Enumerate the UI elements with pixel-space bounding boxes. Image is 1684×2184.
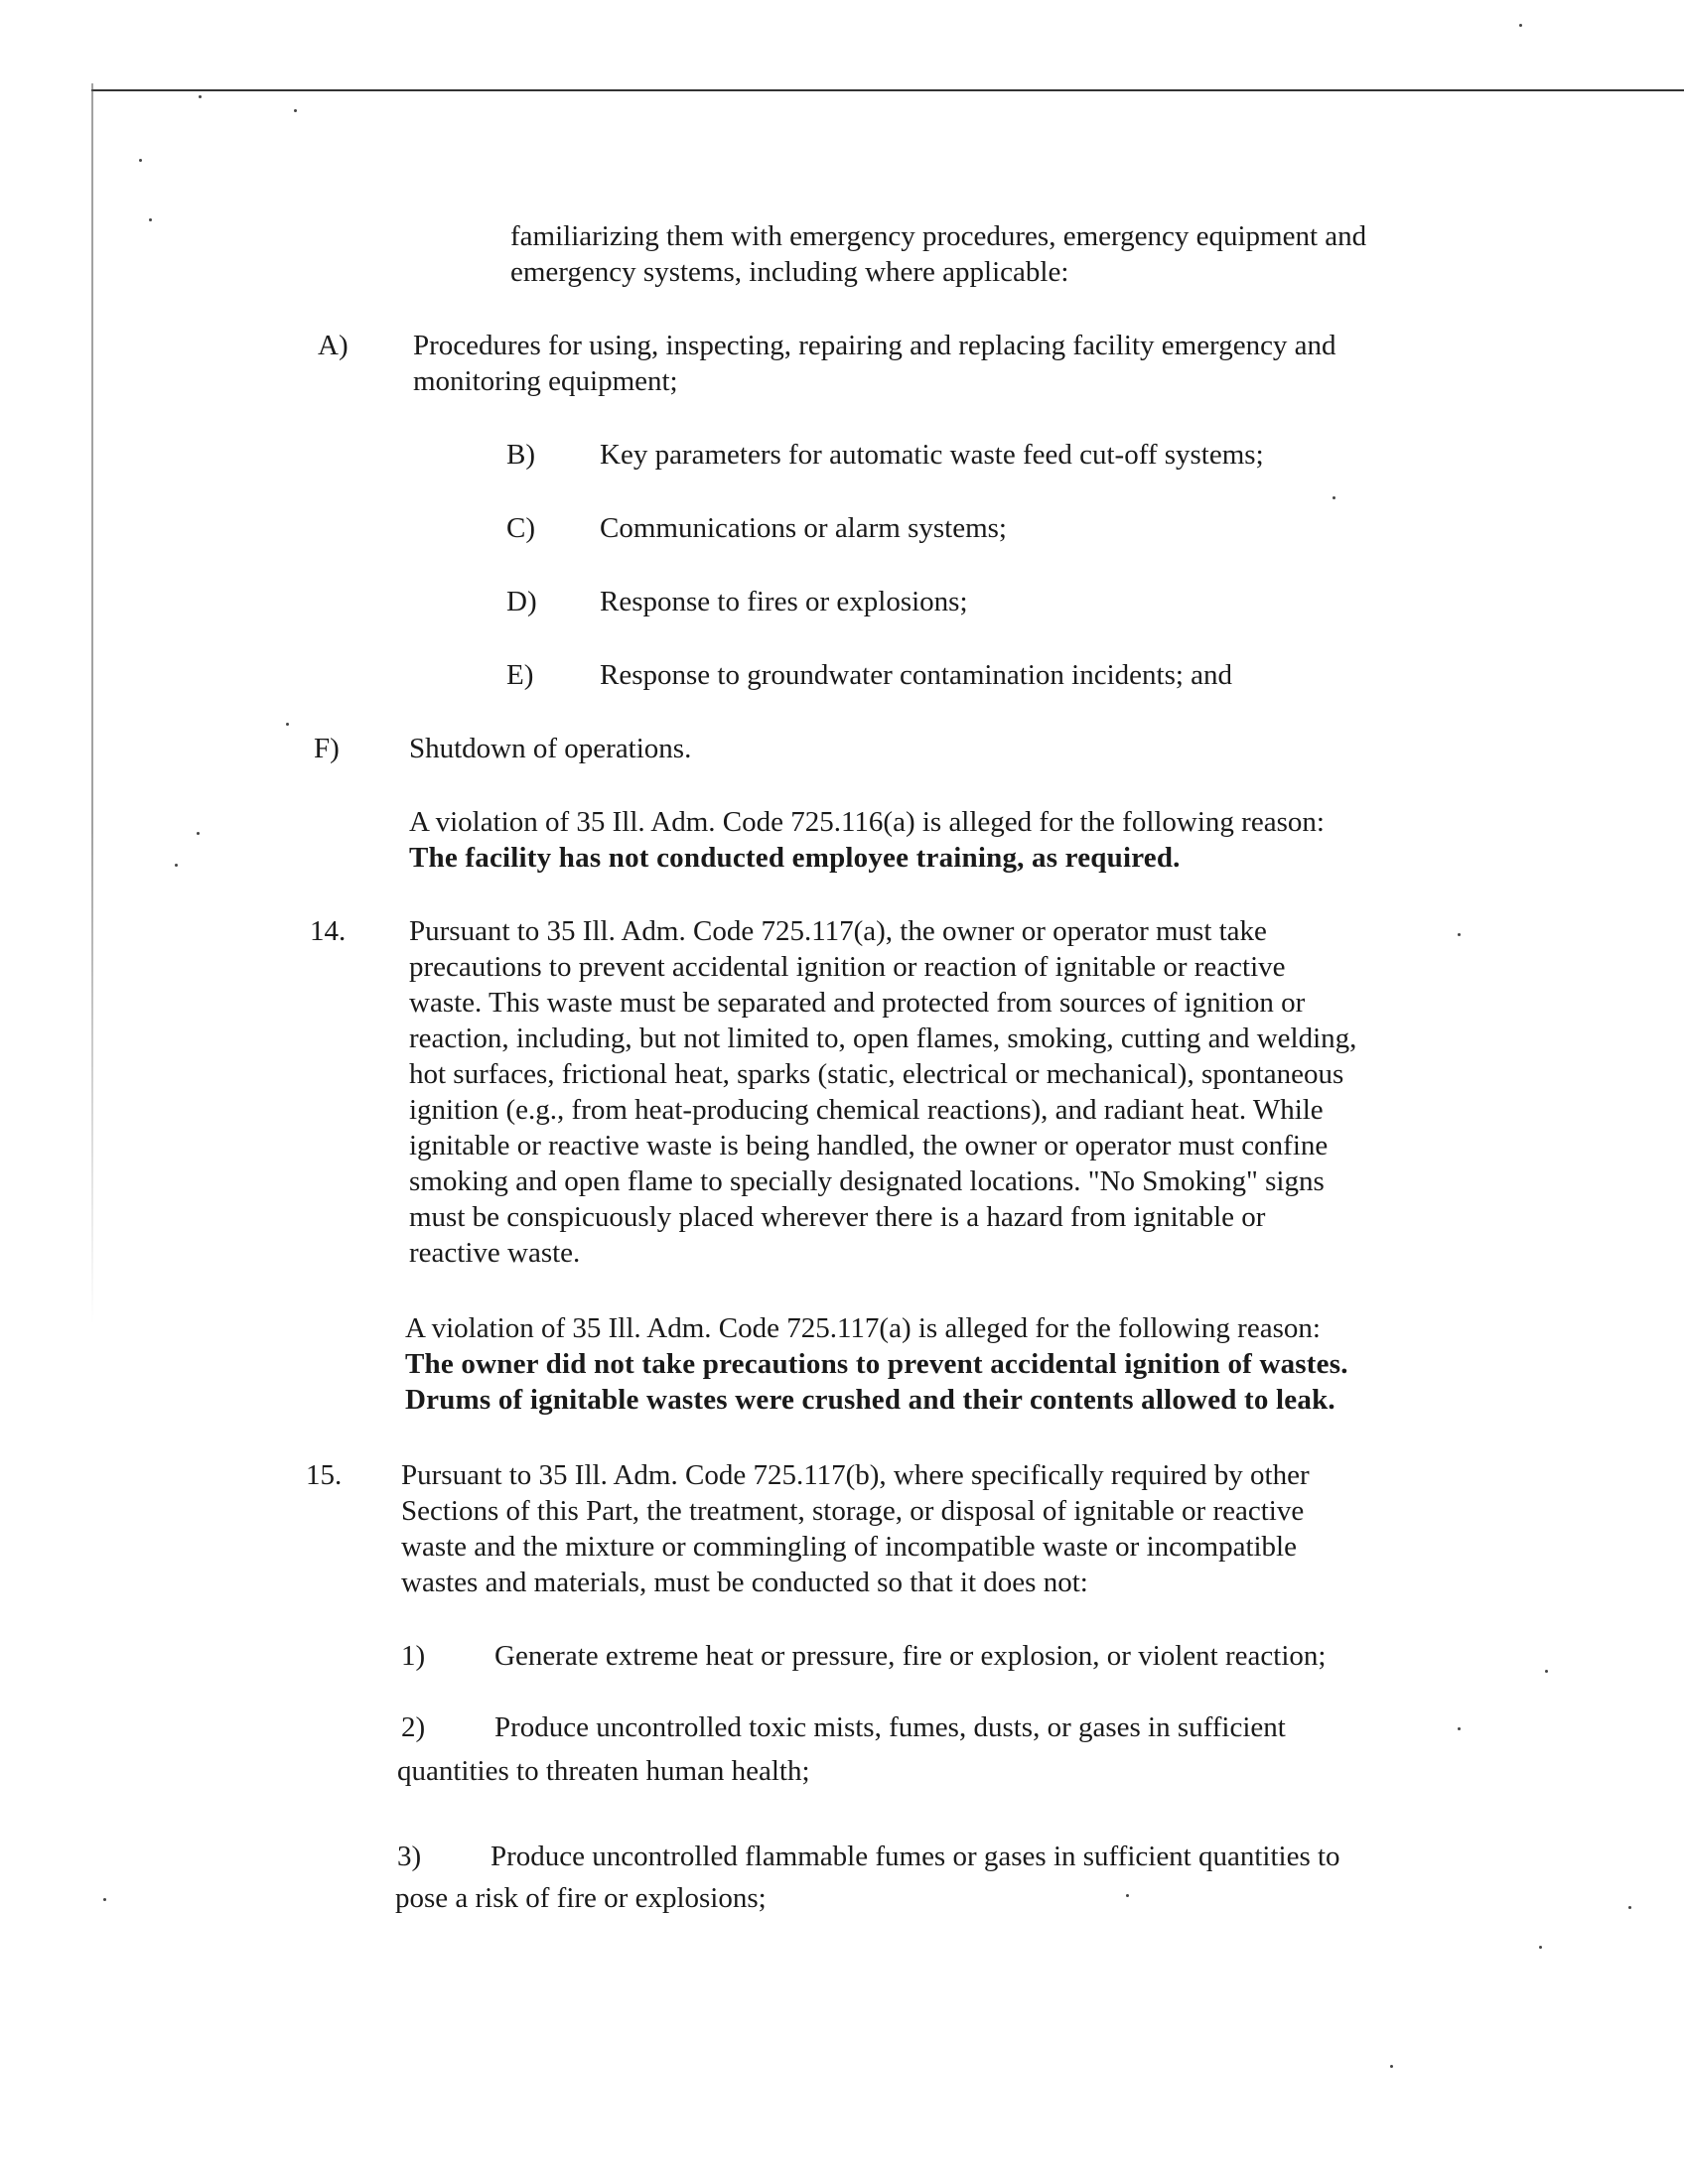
item-d-label: D): [506, 586, 537, 617]
scan-speck: [199, 95, 202, 98]
left-margin-rule: [91, 83, 93, 1324]
scan-speck: [1390, 2065, 1393, 2068]
subitem-3-line-2: pose a risk of fire or explosions;: [395, 1882, 767, 1914]
item-c-line-1: Communications or alarm systems;: [600, 512, 1007, 544]
scan-speck: [1333, 496, 1335, 499]
para-14-line-6: ignition (e.g., from heat-producing chemical reactions), and radiant heat. While: [409, 1094, 1324, 1126]
subitem-2-line-2: quantities to threaten human health;: [397, 1755, 810, 1787]
para-15-line-1: Pursuant to 35 Ill. Adm. Code 725.117(b), where specifically required by other: [401, 1459, 1310, 1491]
para-15-line-4: wastes and materials, must be conducted so that it does not:: [401, 1567, 1088, 1598]
violation-13-reason: The facility has not conducted employee training, as required.: [409, 842, 1181, 874]
item-f-label: F): [314, 733, 340, 764]
para-14-line-2: precautions to prevent accidental ignition or reaction of ignitable or reactive: [409, 951, 1286, 983]
para-14-line-8: smoking and open flame to specially designated locations. "No Smoking" signs: [409, 1165, 1325, 1197]
para-15-line-2: Sections of this Part, the treatment, storage, or disposal of ignitable or reactive: [401, 1495, 1305, 1527]
scan-speck: [1519, 24, 1522, 27]
para-15-number: 15.: [306, 1459, 343, 1491]
violation-14-reason-2: Drums of ignitable wastes were crushed and their contents allowed to leak.: [405, 1384, 1335, 1416]
intro-line-2: emergency systems, including where applicable:: [510, 256, 1069, 288]
scan-speck: [149, 218, 152, 221]
para-14-line-10: reactive waste.: [409, 1237, 581, 1269]
scan-speck: [175, 864, 178, 867]
subitem-2-label: 2): [401, 1711, 426, 1743]
item-e-line-1: Response to groundwater contamination incidents; and: [600, 659, 1233, 691]
scan-speck: [1539, 1946, 1542, 1949]
scan-speck: [1458, 1727, 1461, 1730]
para-14-line-7: ignitable or reactive waste is being handled, the owner or operator must confine: [409, 1130, 1329, 1161]
para-14-line-1: Pursuant to 35 Ill. Adm. Code 725.117(a), the owner or operator must take: [409, 915, 1267, 947]
scan-speck: [103, 1898, 106, 1901]
para-14-line-5: hot surfaces, frictional heat, sparks (static, electrical or mechanical), spontaneous: [409, 1058, 1344, 1090]
scan-speck: [1458, 933, 1461, 936]
para-15-line-3: waste and the mixture or commingling of incompatible waste or incompatible: [401, 1531, 1297, 1563]
violation-13-line-1: A violation of 35 Ill. Adm. Code 725.116(a) is alleged for the following reason:: [409, 806, 1325, 838]
top-rule: [91, 89, 1684, 91]
subitem-3-line-1: Produce uncontrolled flammable fumes or gases in sufficient quantities to: [491, 1841, 1340, 1872]
para-14-line-4: reaction, including, but not limited to, open flames, smoking, cutting and welding,: [409, 1023, 1357, 1054]
subitem-3-label: 3): [397, 1841, 422, 1872]
subitem-2-line-1: Produce uncontrolled toxic mists, fumes, dusts, or gases in sufficient: [494, 1711, 1286, 1743]
item-a-line-1: Procedures for using, inspecting, repairing and replacing facility emergency and: [413, 330, 1336, 361]
scan-speck: [1545, 1670, 1548, 1673]
intro-line-1: familiarizing them with emergency procedures, emergency equipment and: [510, 220, 1367, 252]
item-c-label: C): [506, 512, 535, 544]
scan-speck: [1628, 1906, 1631, 1909]
scan-speck: [139, 159, 142, 162]
scan-speck: [197, 832, 200, 835]
para-14-number: 14.: [310, 915, 347, 947]
scan-speck: [294, 109, 297, 112]
scan-speck: [1126, 1894, 1129, 1897]
violation-14-reason-1: The owner did not take precautions to prevent accidental ignition of wastes.: [405, 1348, 1348, 1380]
item-f-line-1: Shutdown of operations.: [409, 733, 692, 764]
para-14-line-3: waste. This waste must be separated and protected from sources of ignition or: [409, 987, 1306, 1019]
para-14-line-9: must be conspicuously placed wherever there is a hazard from ignitable or: [409, 1201, 1266, 1233]
item-e-label: E): [506, 659, 534, 691]
violation-14-line-1: A violation of 35 Ill. Adm. Code 725.117(a) is alleged for the following reason:: [405, 1312, 1321, 1344]
subitem-1-line-1: Generate extreme heat or pressure, fire or explosion, or violent reaction;: [494, 1640, 1327, 1672]
item-a-label: A): [318, 330, 349, 361]
item-d-line-1: Response to fires or explosions;: [600, 586, 968, 617]
item-a-line-2: monitoring equipment;: [413, 365, 678, 397]
item-b-label: B): [506, 439, 535, 471]
scan-speck: [286, 723, 289, 726]
item-b-line-1: Key parameters for automatic waste feed cut-off systems;: [600, 439, 1264, 471]
subitem-1-label: 1): [401, 1640, 426, 1672]
